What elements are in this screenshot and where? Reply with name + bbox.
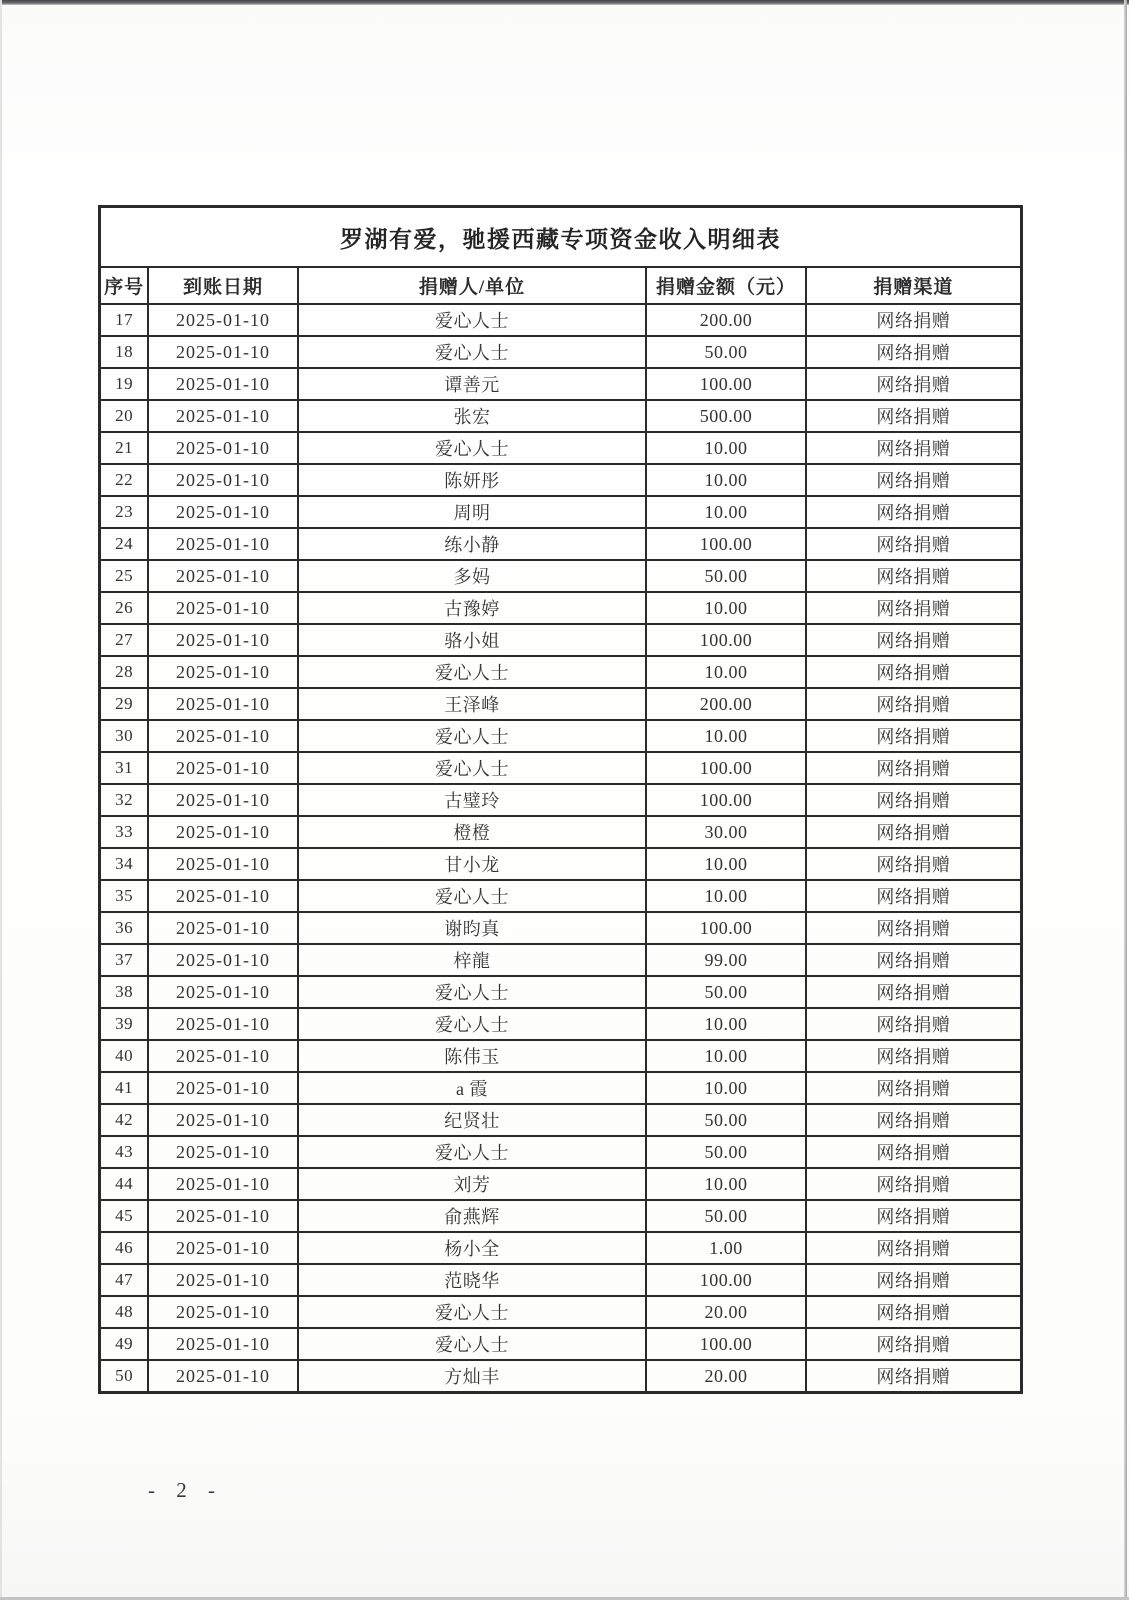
cell-donor-name: 爱心人士 <box>298 1328 647 1360</box>
cell-donation-channel: 网络捐赠 <box>806 1328 1022 1360</box>
cell-serial-number: 20 <box>100 400 149 432</box>
cell-arrival-date: 2025-01-10 <box>148 336 297 368</box>
cell-serial-number: 33 <box>100 816 149 848</box>
cell-donor-name: 范晓华 <box>298 1264 647 1296</box>
table-row <box>100 720 1022 752</box>
cell-arrival-date: 2025-01-10 <box>148 688 297 720</box>
table-row <box>100 1104 1022 1136</box>
table-row <box>100 464 1022 496</box>
cell-donation-channel: 网络捐赠 <box>806 880 1022 912</box>
cell-donor-name: 陈伟玉 <box>298 1040 647 1072</box>
cell-donation-amount: 100.00 <box>646 912 806 944</box>
cell-donor-name: 杨小全 <box>298 1232 647 1264</box>
cell-donor-name: 爱心人士 <box>298 336 647 368</box>
cell-arrival-date: 2025-01-10 <box>148 1232 297 1264</box>
cell-donation-channel: 网络捐赠 <box>806 816 1022 848</box>
cell-arrival-date: 2025-01-10 <box>148 1168 297 1200</box>
cell-donation-channel: 网络捐赠 <box>806 944 1022 976</box>
cell-donation-amount: 30.00 <box>646 816 806 848</box>
cell-serial-number: 32 <box>100 784 149 816</box>
cell-donation-channel: 网络捐赠 <box>806 368 1022 400</box>
cell-donation-amount: 50.00 <box>646 1136 806 1168</box>
cell-arrival-date: 2025-01-10 <box>148 944 297 976</box>
cell-arrival-date: 2025-01-10 <box>148 592 297 624</box>
cell-donation-amount: 1.00 <box>646 1232 806 1264</box>
header-row <box>100 267 1022 304</box>
cell-serial-number: 37 <box>100 944 149 976</box>
cell-arrival-date: 2025-01-10 <box>148 1264 297 1296</box>
cell-donation-channel: 网络捐赠 <box>806 592 1022 624</box>
cell-serial-number: 31 <box>100 752 149 784</box>
table-row <box>100 1232 1022 1264</box>
cell-donation-amount: 99.00 <box>646 944 806 976</box>
cell-donation-channel: 网络捐赠 <box>806 1200 1022 1232</box>
cell-donation-amount: 10.00 <box>646 464 806 496</box>
cell-serial-number: 41 <box>100 1072 149 1104</box>
cell-donation-channel: 网络捐赠 <box>806 848 1022 880</box>
cell-donor-name: a 霞 <box>298 1072 647 1104</box>
table-row <box>100 528 1022 560</box>
cell-arrival-date: 2025-01-10 <box>148 624 297 656</box>
cell-serial-number: 35 <box>100 880 149 912</box>
cell-donation-amount: 500.00 <box>646 400 806 432</box>
cell-donation-channel: 网络捐赠 <box>806 1040 1022 1072</box>
table-row <box>100 784 1022 816</box>
cell-donor-name: 爱心人士 <box>298 304 647 336</box>
cell-serial-number: 26 <box>100 592 149 624</box>
cell-donation-amount: 100.00 <box>646 368 806 400</box>
page-number: - 2 - <box>148 1478 223 1502</box>
cell-donation-channel: 网络捐赠 <box>806 560 1022 592</box>
cell-arrival-date: 2025-01-10 <box>148 656 297 688</box>
cell-arrival-date: 2025-01-10 <box>148 1328 297 1360</box>
cell-donation-channel: 网络捐赠 <box>806 1360 1022 1393</box>
column-header-channel: 捐赠渠道 <box>806 267 1022 304</box>
table-row <box>100 1328 1022 1360</box>
cell-donor-name: 爱心人士 <box>298 976 647 1008</box>
cell-donor-name: 古豫婷 <box>298 592 647 624</box>
cell-serial-number: 23 <box>100 496 149 528</box>
scan-edge-top <box>0 0 1129 5</box>
cell-arrival-date: 2025-01-10 <box>148 1360 297 1393</box>
cell-donor-name: 周明 <box>298 496 647 528</box>
cell-donation-channel: 网络捐赠 <box>806 1296 1022 1328</box>
cell-serial-number: 36 <box>100 912 149 944</box>
cell-donor-name: 谢昀真 <box>298 912 647 944</box>
cell-donor-name: 爱心人士 <box>298 720 647 752</box>
column-header-amount: 捐赠金额（元） <box>646 267 806 304</box>
cell-arrival-date: 2025-01-10 <box>148 528 297 560</box>
cell-arrival-date: 2025-01-10 <box>148 752 297 784</box>
cell-serial-number: 46 <box>100 1232 149 1264</box>
cell-arrival-date: 2025-01-10 <box>148 816 297 848</box>
cell-arrival-date: 2025-01-10 <box>148 848 297 880</box>
cell-arrival-date: 2025-01-10 <box>148 976 297 1008</box>
cell-donation-amount: 50.00 <box>646 1104 806 1136</box>
cell-donation-channel: 网络捐赠 <box>806 1232 1022 1264</box>
table-row <box>100 1200 1022 1232</box>
cell-donor-name: 爱心人士 <box>298 1008 647 1040</box>
cell-donation-channel: 网络捐赠 <box>806 1168 1022 1200</box>
cell-donation-channel: 网络捐赠 <box>806 656 1022 688</box>
cell-serial-number: 44 <box>100 1168 149 1200</box>
cell-donor-name: 多妈 <box>298 560 647 592</box>
cell-arrival-date: 2025-01-10 <box>148 560 297 592</box>
table-row <box>100 976 1022 1008</box>
cell-donor-name: 纪贤壮 <box>298 1104 647 1136</box>
cell-arrival-date: 2025-01-10 <box>148 1200 297 1232</box>
scan-edge-left <box>0 0 2 1600</box>
cell-serial-number: 25 <box>100 560 149 592</box>
cell-arrival-date: 2025-01-10 <box>148 784 297 816</box>
cell-arrival-date: 2025-01-10 <box>148 1008 297 1040</box>
cell-donation-amount: 100.00 <box>646 784 806 816</box>
cell-donor-name: 骆小姐 <box>298 624 647 656</box>
cell-serial-number: 18 <box>100 336 149 368</box>
table-row <box>100 1136 1022 1168</box>
table-row <box>100 432 1022 464</box>
donation-income-table <box>98 205 1023 1394</box>
table-row <box>100 880 1022 912</box>
cell-donation-channel: 网络捐赠 <box>806 496 1022 528</box>
cell-donation-amount: 100.00 <box>646 752 806 784</box>
table-title: 罗湖有爱，驰援西藏专项资金收入明细表 <box>100 207 1022 268</box>
cell-serial-number: 34 <box>100 848 149 880</box>
column-header-date: 到账日期 <box>148 267 297 304</box>
cell-donation-channel: 网络捐赠 <box>806 1008 1022 1040</box>
column-header-no: 序号 <box>100 267 149 304</box>
cell-donation-channel: 网络捐赠 <box>806 400 1022 432</box>
table-row <box>100 624 1022 656</box>
cell-arrival-date: 2025-01-10 <box>148 1296 297 1328</box>
cell-donation-amount: 20.00 <box>646 1296 806 1328</box>
cell-donation-channel: 网络捐赠 <box>806 304 1022 336</box>
cell-donor-name: 张宏 <box>298 400 647 432</box>
cell-serial-number: 40 <box>100 1040 149 1072</box>
cell-donor-name: 爱心人士 <box>298 880 647 912</box>
cell-donation-channel: 网络捐赠 <box>806 1136 1022 1168</box>
table-row <box>100 1008 1022 1040</box>
cell-donor-name: 甘小龙 <box>298 848 647 880</box>
cell-donor-name: 谭善元 <box>298 368 647 400</box>
table-row <box>100 1168 1022 1200</box>
cell-arrival-date: 2025-01-10 <box>148 432 297 464</box>
table-row <box>100 1264 1022 1296</box>
cell-arrival-date: 2025-01-10 <box>148 400 297 432</box>
cell-serial-number: 43 <box>100 1136 149 1168</box>
cell-donation-channel: 网络捐赠 <box>806 528 1022 560</box>
cell-arrival-date: 2025-01-10 <box>148 464 297 496</box>
cell-serial-number: 38 <box>100 976 149 1008</box>
table-row <box>100 1296 1022 1328</box>
scan-edge-right <box>1124 0 1127 1600</box>
cell-serial-number: 24 <box>100 528 149 560</box>
cell-donation-amount: 10.00 <box>646 496 806 528</box>
cell-arrival-date: 2025-01-10 <box>148 1136 297 1168</box>
table-row <box>100 560 1022 592</box>
cell-serial-number: 30 <box>100 720 149 752</box>
cell-donation-amount: 10.00 <box>646 1168 806 1200</box>
cell-arrival-date: 2025-01-10 <box>148 304 297 336</box>
cell-serial-number: 42 <box>100 1104 149 1136</box>
cell-serial-number: 27 <box>100 624 149 656</box>
cell-serial-number: 49 <box>100 1328 149 1360</box>
table-row <box>100 848 1022 880</box>
table-row <box>100 1360 1022 1393</box>
cell-donation-channel: 网络捐赠 <box>806 464 1022 496</box>
cell-arrival-date: 2025-01-10 <box>148 1072 297 1104</box>
table-row <box>100 752 1022 784</box>
cell-donation-amount: 100.00 <box>646 528 806 560</box>
cell-arrival-date: 2025-01-10 <box>148 912 297 944</box>
cell-donation-channel: 网络捐赠 <box>806 912 1022 944</box>
cell-donor-name: 爱心人士 <box>298 752 647 784</box>
table-head <box>100 207 1022 305</box>
table-row <box>100 656 1022 688</box>
cell-donation-channel: 网络捐赠 <box>806 784 1022 816</box>
cell-donation-amount: 10.00 <box>646 1040 806 1072</box>
cell-donation-amount: 10.00 <box>646 1008 806 1040</box>
table-row <box>100 816 1022 848</box>
cell-donation-channel: 网络捐赠 <box>806 720 1022 752</box>
cell-serial-number: 48 <box>100 1296 149 1328</box>
column-header-donor: 捐赠人/单位 <box>298 267 647 304</box>
cell-donor-name: 陈妍彤 <box>298 464 647 496</box>
cell-serial-number: 21 <box>100 432 149 464</box>
table-row <box>100 1040 1022 1072</box>
cell-arrival-date: 2025-01-10 <box>148 368 297 400</box>
cell-donation-amount: 10.00 <box>646 1072 806 1104</box>
cell-donor-name: 刘芳 <box>298 1168 647 1200</box>
cell-donation-amount: 10.00 <box>646 432 806 464</box>
cell-arrival-date: 2025-01-10 <box>148 880 297 912</box>
cell-donation-channel: 网络捐赠 <box>806 432 1022 464</box>
table-row <box>100 944 1022 976</box>
cell-donation-amount: 10.00 <box>646 880 806 912</box>
cell-donor-name: 梓龍 <box>298 944 647 976</box>
cell-donation-channel: 网络捐赠 <box>806 752 1022 784</box>
cell-donation-amount: 50.00 <box>646 336 806 368</box>
cell-donation-amount: 100.00 <box>646 624 806 656</box>
cell-donation-amount: 100.00 <box>646 1328 806 1360</box>
cell-donor-name: 爱心人士 <box>298 656 647 688</box>
cell-serial-number: 28 <box>100 656 149 688</box>
cell-donation-amount: 10.00 <box>646 848 806 880</box>
cell-donation-amount: 50.00 <box>646 976 806 1008</box>
table-row <box>100 400 1022 432</box>
cell-donor-name: 爱心人士 <box>298 1136 647 1168</box>
cell-donor-name: 古璧玲 <box>298 784 647 816</box>
cell-donation-amount: 10.00 <box>646 592 806 624</box>
cell-donation-amount: 100.00 <box>646 1264 806 1296</box>
cell-donor-name: 方灿丰 <box>298 1360 647 1393</box>
cell-serial-number: 19 <box>100 368 149 400</box>
cell-donation-amount: 10.00 <box>646 656 806 688</box>
cell-donation-channel: 网络捐赠 <box>806 976 1022 1008</box>
cell-serial-number: 17 <box>100 304 149 336</box>
table-row <box>100 368 1022 400</box>
cell-donation-amount: 50.00 <box>646 1200 806 1232</box>
cell-donation-channel: 网络捐赠 <box>806 336 1022 368</box>
cell-serial-number: 29 <box>100 688 149 720</box>
cell-donation-channel: 网络捐赠 <box>806 1264 1022 1296</box>
table-row <box>100 592 1022 624</box>
cell-donation-channel: 网络捐赠 <box>806 624 1022 656</box>
cell-donor-name: 橙橙 <box>298 816 647 848</box>
cell-serial-number: 47 <box>100 1264 149 1296</box>
cell-donor-name: 练小静 <box>298 528 647 560</box>
cell-arrival-date: 2025-01-10 <box>148 496 297 528</box>
table-body <box>100 304 1022 1393</box>
table-row <box>100 912 1022 944</box>
cell-serial-number: 39 <box>100 1008 149 1040</box>
table-row <box>100 336 1022 368</box>
cell-donation-amount: 200.00 <box>646 304 806 336</box>
cell-donation-amount: 200.00 <box>646 688 806 720</box>
cell-arrival-date: 2025-01-10 <box>148 720 297 752</box>
cell-donation-channel: 网络捐赠 <box>806 1072 1022 1104</box>
cell-serial-number: 22 <box>100 464 149 496</box>
table-row <box>100 688 1022 720</box>
cell-donation-channel: 网络捐赠 <box>806 1104 1022 1136</box>
cell-arrival-date: 2025-01-10 <box>148 1040 297 1072</box>
cell-donor-name: 王泽峰 <box>298 688 647 720</box>
cell-donation-amount: 20.00 <box>646 1360 806 1393</box>
cell-donor-name: 爱心人士 <box>298 1296 647 1328</box>
cell-donation-amount: 10.00 <box>646 720 806 752</box>
table-row <box>100 304 1022 336</box>
cell-donor-name: 爱心人士 <box>298 432 647 464</box>
table-row <box>100 496 1022 528</box>
cell-donation-channel: 网络捐赠 <box>806 688 1022 720</box>
cell-serial-number: 45 <box>100 1200 149 1232</box>
cell-arrival-date: 2025-01-10 <box>148 1104 297 1136</box>
table-row <box>100 1072 1022 1104</box>
cell-donation-amount: 50.00 <box>646 560 806 592</box>
cell-serial-number: 50 <box>100 1360 149 1393</box>
cell-donor-name: 俞燕辉 <box>298 1200 647 1232</box>
title-row <box>100 207 1022 268</box>
